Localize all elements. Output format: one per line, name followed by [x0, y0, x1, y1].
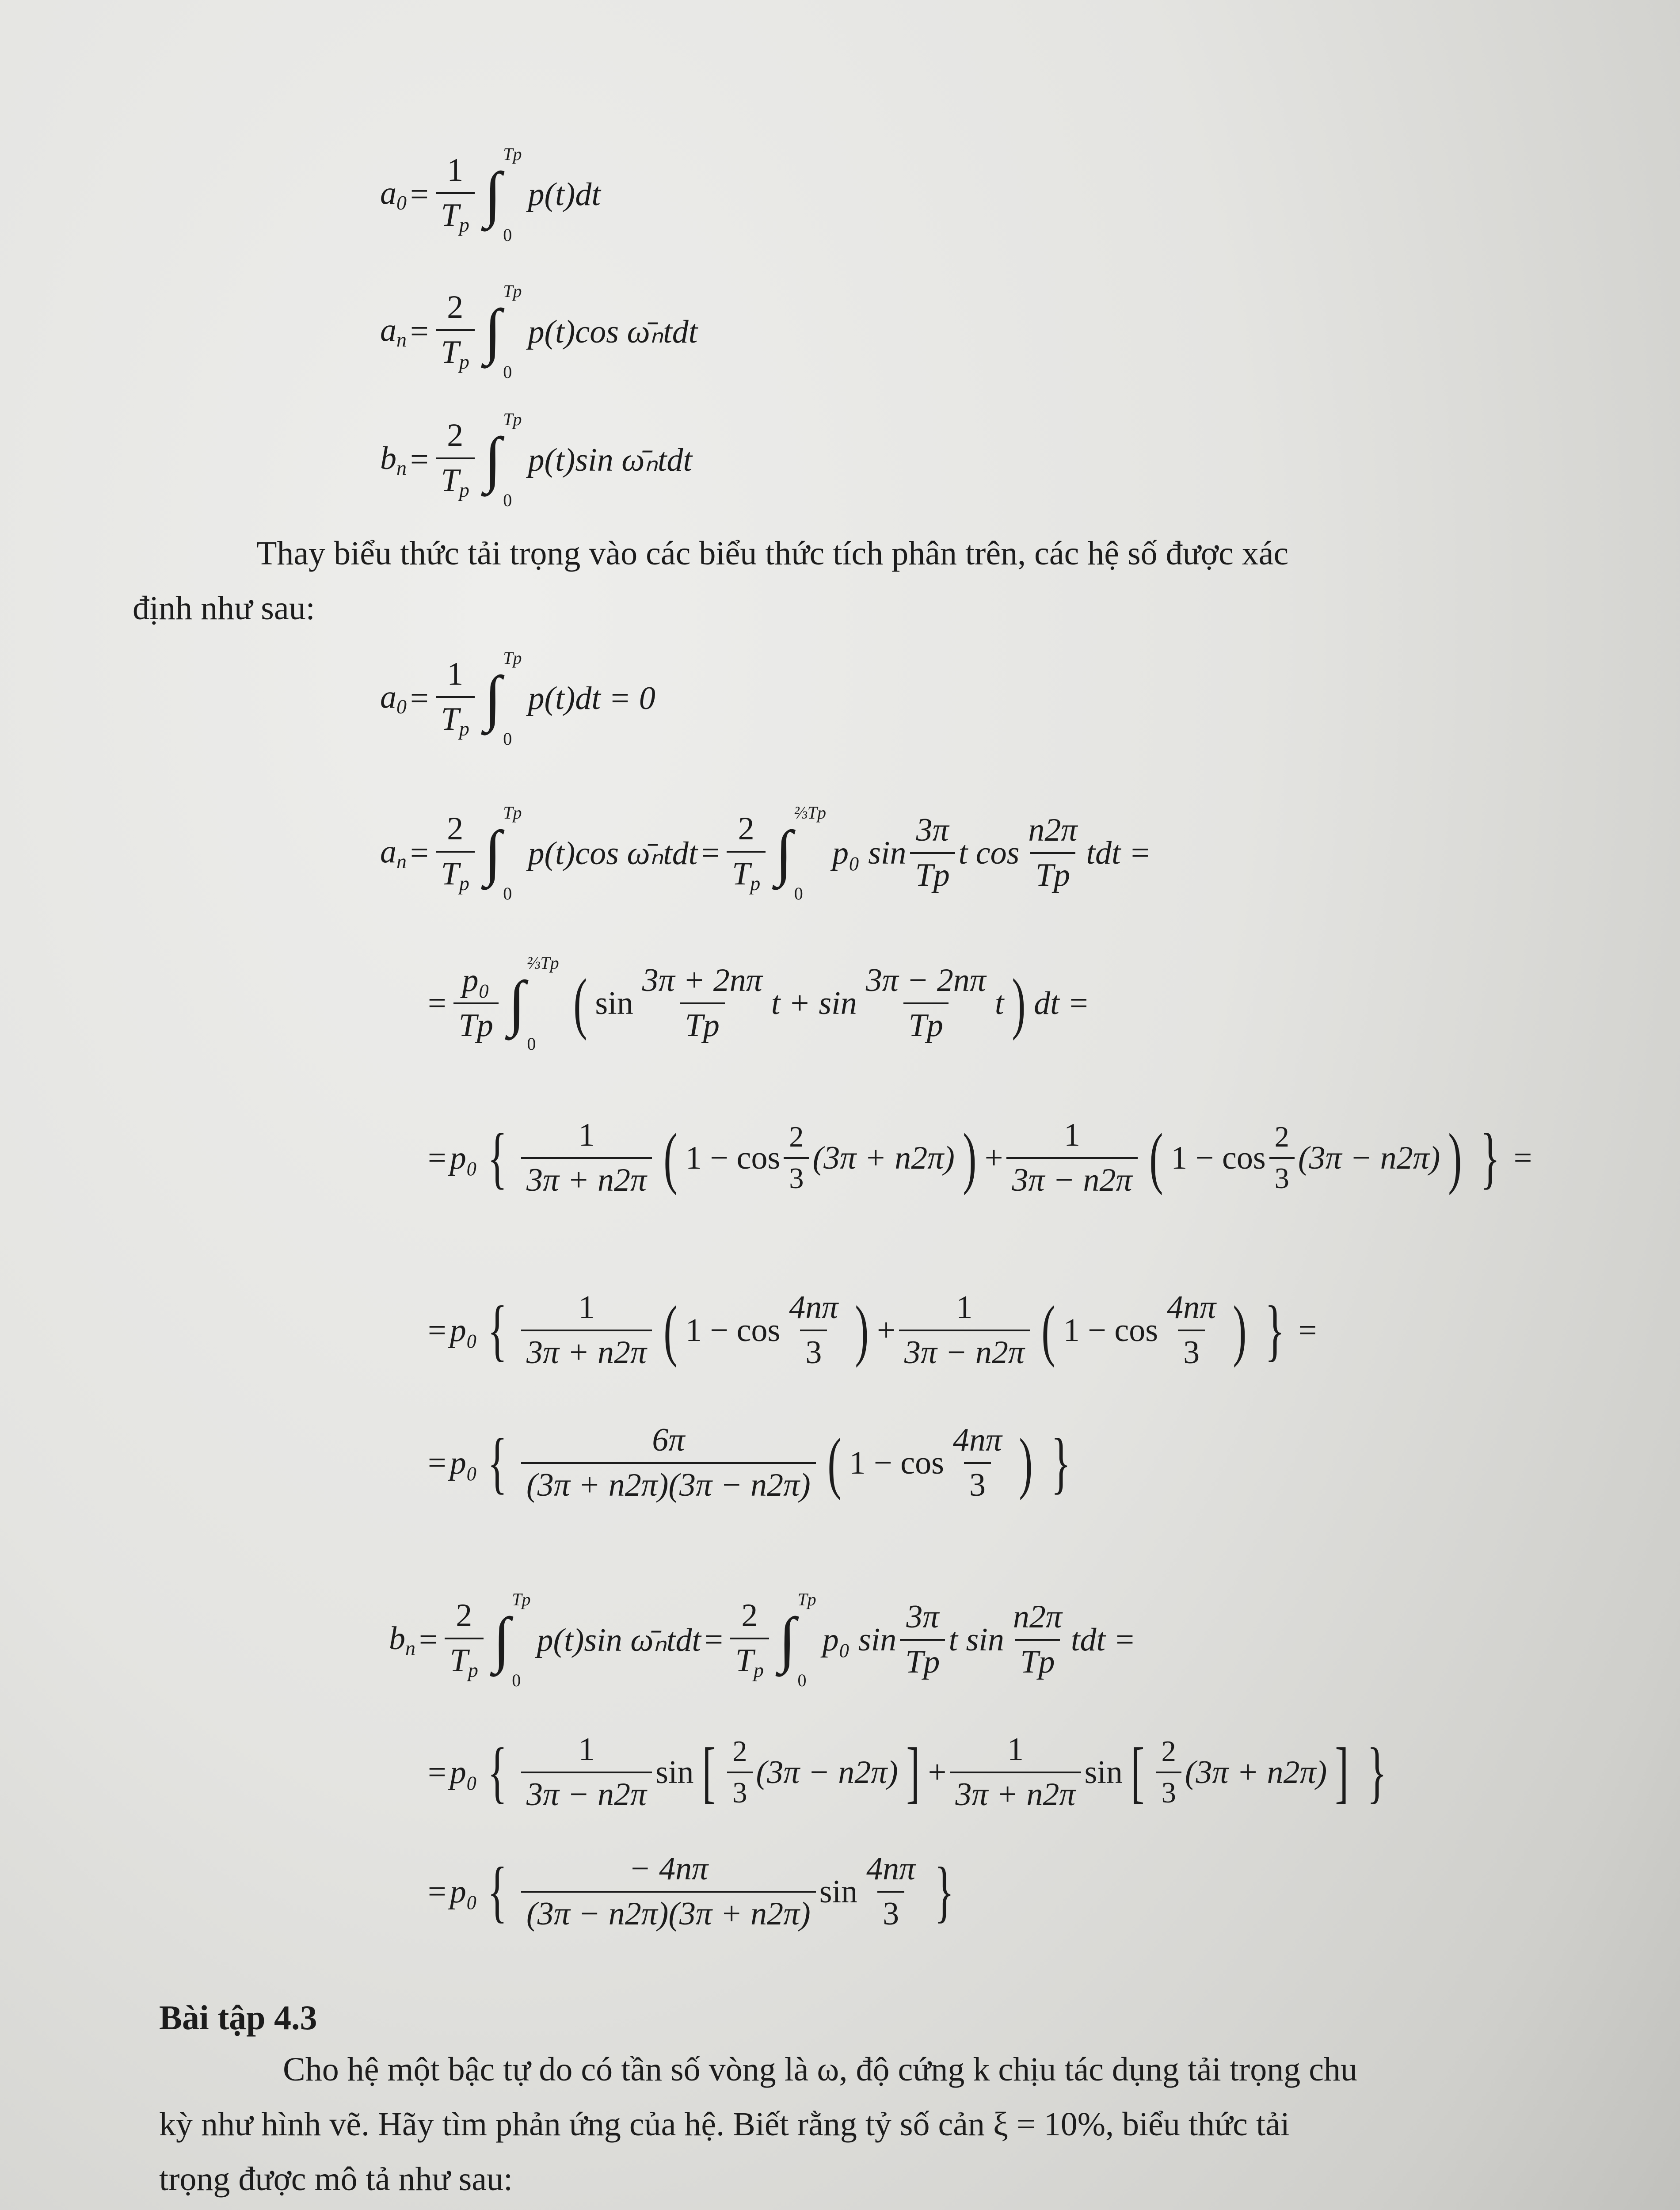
eq-bn-line2: = p₀ { 1 3π − n2π sin [ 2 3 (3π − n2π) ] + $\frac{1}{3\pi + n2\pi}$ sin [ 2 3 (3π + n2π) ] } — [428, 1731, 1387, 1813]
fraction: $\frac{1}{T_p}$ — [436, 153, 475, 236]
eq-a0-result: $a_0$ = $\frac{1}{T_p}$ ∫ Tp 0 p(t)dt = 0 — [380, 648, 655, 749]
eq-an-line3: = p₀ { 1 3π + n2π ( 1 − cos 2 3 (3π + n2π) ) + $\frac{1}{3\pi - n2\pi}$ ( 1 − cos 2 3 (3π − n2π) ) } = — [428, 1117, 1532, 1198]
fraction: $\frac{2}{T_p}$ — [436, 290, 475, 373]
fraction: $\frac{2}{T_p}$ — [436, 419, 475, 501]
exercise-heading: Bài tập 4.3 — [159, 1998, 317, 2037]
eq-an-line5: = p₀ { 6π (3π + n2π)(3π − n2π) ( 1 − cos 4nπ 3 ) } — [428, 1422, 1071, 1503]
eq-bn-line3: = p₀ { − 4nπ (3π − n2π)(3π + n2π) sin 4nπ 3 } — [428, 1851, 954, 1932]
eq-bn-line1: $b_n$ = $\frac{2}{T_p}$ ∫ Tp 0 p(t)sin ω̄ₙtdt = $\frac{2}{T_p}$ ∫ Tp 0 p₀ sin 3π Tp t sin n2π Tp tdt = — [389, 1589, 1136, 1690]
exercise-text: Cho hệ một bậc tự do có tần số vòng là ω, độ cứng k chịu tác dụng tải trọng chu kỳ như hình vẽ. Hãy tìm phản ứng của hệ. Biết rằng tỷ số cản ξ = 10%, biểu thức tải trọng được mô tả như sau: — [159, 2051, 1357, 2198]
intro-paragraph: Thay biểu thức tải trọng vào các biểu thức tích phân trên, các hệ số được xác định như sau: — [133, 535, 1289, 627]
eq-an-definition: $a_n$ = $\frac{2}{T_p}$ ∫ Tp 0 p(t)cos ω̄ₙtdt — [380, 281, 698, 382]
eq-an-line4: = p₀ { 1 3π + n2π ( 1 − cos 4nπ 3 ) + $\frac{1}{3\pi - n2\pi}$ ( 1 − cos 4nπ 3 ) } = — [428, 1289, 1317, 1371]
eq-an-line1: $a_n$ = $\frac{2}{T_p}$ ∫ Tp 0 p(t)cos ω̄ₙtdt = $\frac{2}{T_p}$ ∫ ⅔Tp 0 p₀ sin 3π Tp t cos n2π Tp tdt = — [380, 803, 1151, 903]
eq-a0-definition: $a_0$ = $\frac{1}{T_p}$ ∫ Tp 0 p(t)dt — [380, 144, 601, 245]
eq-an-line2: = $\frac{\text{p₀}}{Tp}$ ∫ ⅔Tp 0 ( sin 3π + 2nπ Tp t + sin 3π − 2nπ Tp t ) dt = — [428, 953, 1090, 1054]
eq-bn-definition: $b_n$ = $\frac{2}{T_p}$ ∫ Tp 0 p(t)sin ω̄ₙtdt — [380, 409, 693, 510]
eq-lhs: $a_0$ — [380, 175, 407, 214]
integral: ∫ Tp 0 — [484, 144, 522, 245]
